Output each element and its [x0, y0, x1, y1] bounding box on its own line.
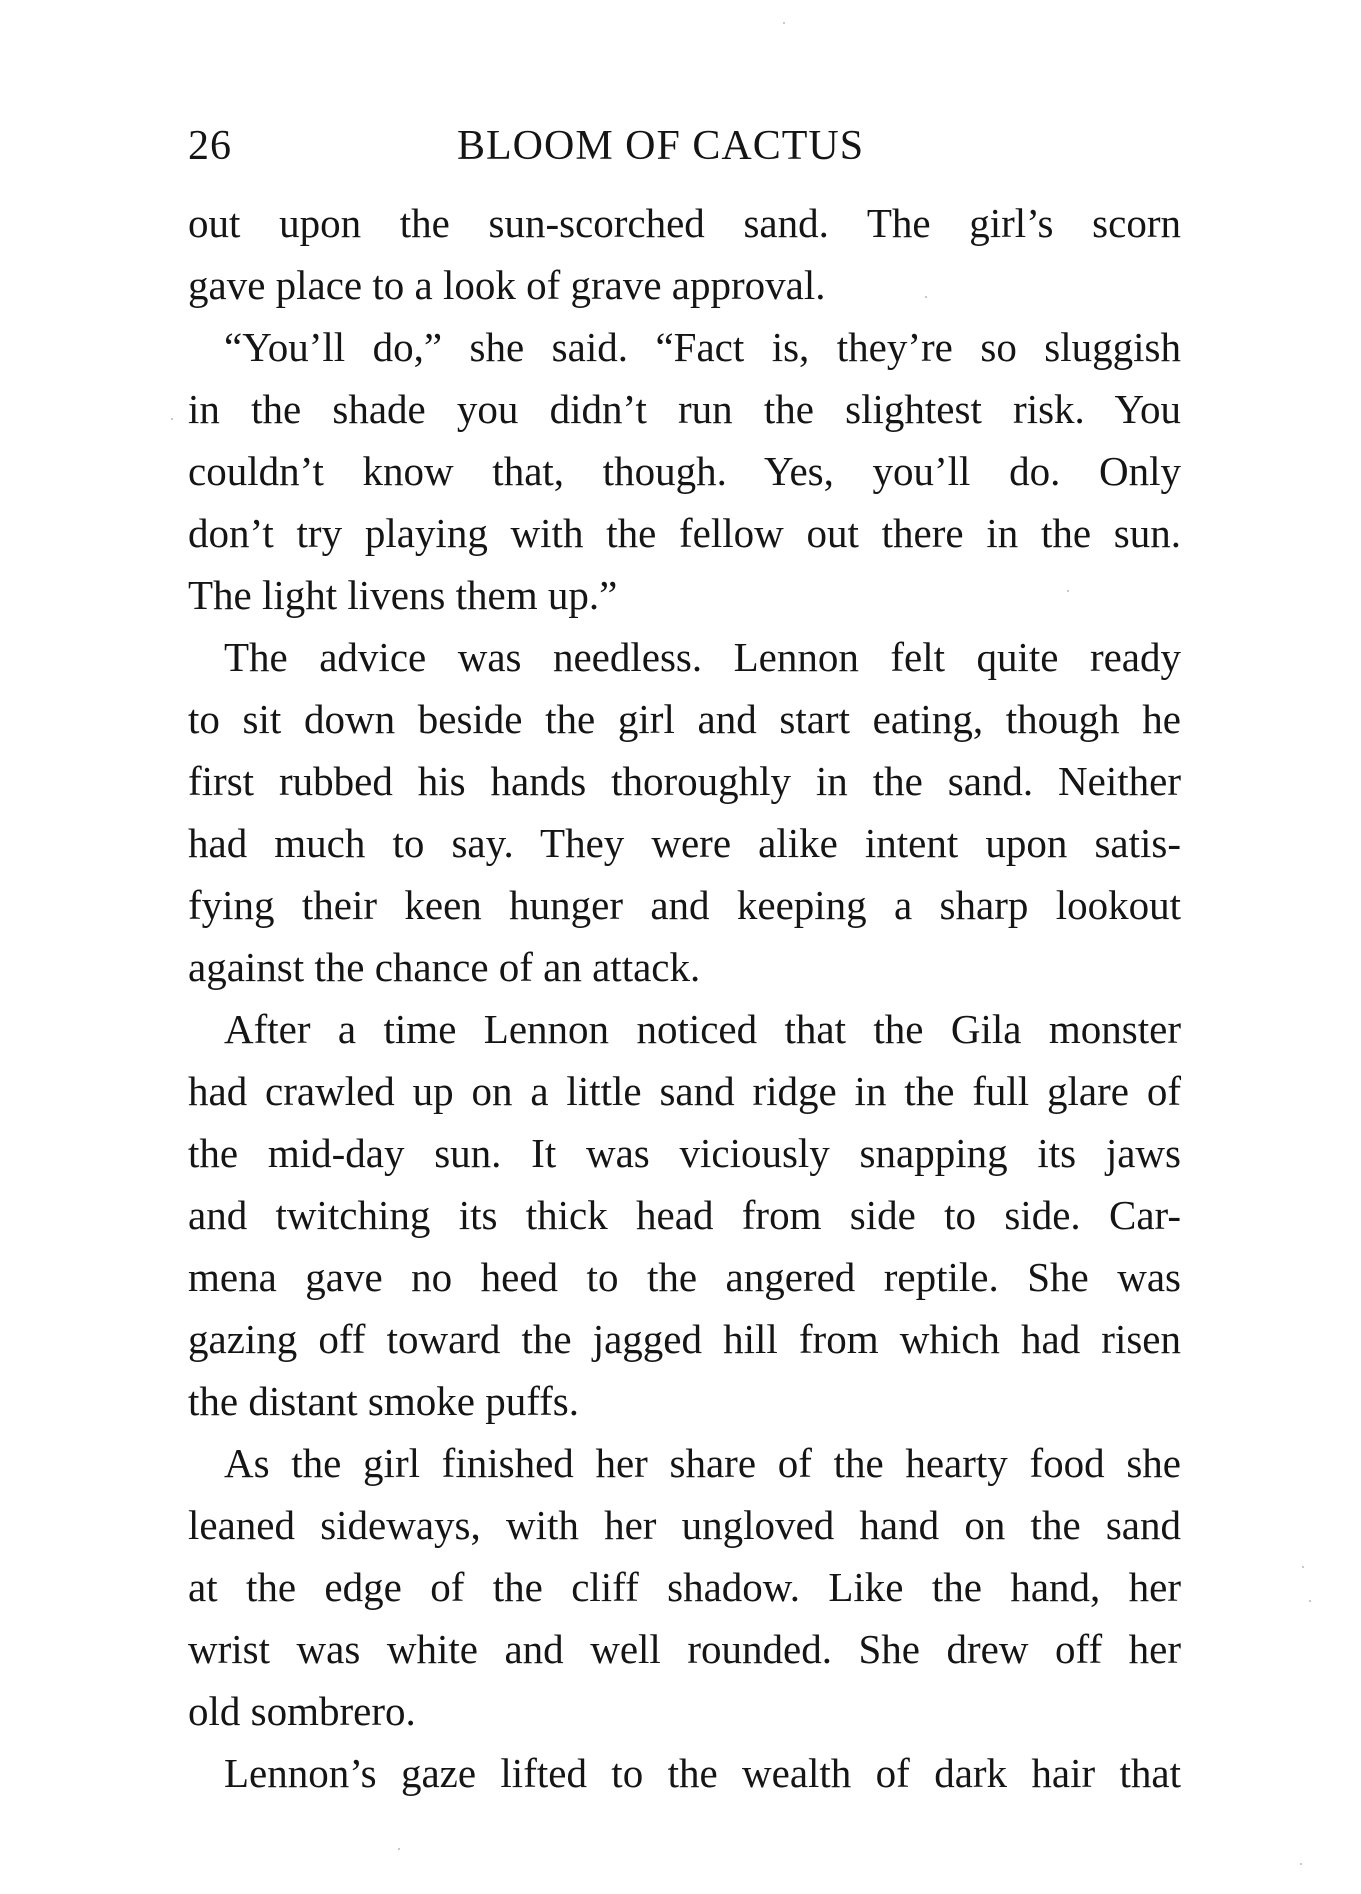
text-line: gave place to a look of grave approval. [188, 262, 826, 308]
paragraph [188, 1742, 1181, 1804]
scan-speck [1302, 1566, 1304, 1568]
scan-speck [171, 418, 173, 420]
text-line: Lennon’s gaze lifted to the wealth of dark hair that [224, 1750, 1181, 1796]
scan-speck [783, 22, 785, 24]
scan-speck [1309, 1600, 1311, 1602]
scan-speck [1067, 590, 1069, 592]
scan-speck [398, 1848, 400, 1850]
text-line: had much to say. They were alike intent upon satis- [188, 820, 1181, 866]
scan-speck [1300, 1863, 1302, 1865]
text-line: the distant smoke puffs. [188, 1378, 579, 1424]
page-number: 26 [188, 123, 232, 169]
text-line: “You’ll do,” she said. “Fact is, they’re so sluggish [224, 324, 1181, 370]
text-line: don’t try playing with the fellow out there in the sun. [188, 510, 1181, 556]
text-line: and twitching its thick head from side to side. Car- [188, 1192, 1181, 1238]
text-line: first rubbed his hands thoroughly in the sand. Neither [188, 758, 1181, 804]
paragraph [188, 1432, 1181, 1742]
text-line: After a time Lennon noticed that the Gila monster [224, 1006, 1181, 1052]
text-line: As the girl finished her share of the hearty food she [224, 1440, 1181, 1486]
text-line: the mid-day sun. It was viciously snapping its jaws [188, 1130, 1181, 1176]
text-line: against the chance of an attack. [188, 944, 701, 990]
text-line: had crawled up on a little sand ridge in the full glare of [188, 1068, 1181, 1114]
text-line: at the edge of the cliff shadow. Like the hand, her [188, 1564, 1181, 1610]
scan-speck [925, 296, 927, 298]
text-line: leaned sideways, with her ungloved hand on the sand [188, 1502, 1181, 1548]
text-line: in the shade you didn’t run the slightest risk. You [188, 386, 1181, 432]
text-line: The advice was needless. Lennon felt quite ready [224, 634, 1181, 680]
text-line: mena gave no heed to the angered reptile. She was [188, 1254, 1181, 1300]
page-header [188, 116, 1180, 176]
paragraph [188, 316, 1181, 626]
text-line: gazing off toward the jagged hill from which had risen [188, 1316, 1181, 1362]
paragraph [188, 626, 1181, 998]
text-line: The light livens them up.” [188, 572, 618, 618]
running-title: BLOOM OF CACTUS [457, 123, 865, 169]
text-line: to sit down beside the girl and start eating, though he [188, 696, 1181, 742]
text-line: wrist was white and well rounded. She drew off her [188, 1626, 1181, 1672]
text-line: out upon the sun-scorched sand. The girl’s scorn [188, 200, 1181, 246]
paragraph [188, 192, 1181, 316]
paragraph [188, 998, 1181, 1432]
text-line: couldn’t know that, though. Yes, you’ll do. Only [188, 448, 1181, 494]
text-line: fying their keen hunger and keeping a sharp lookout [188, 882, 1181, 928]
body-text [188, 192, 1181, 1804]
text-line: old sombrero. [188, 1688, 416, 1734]
